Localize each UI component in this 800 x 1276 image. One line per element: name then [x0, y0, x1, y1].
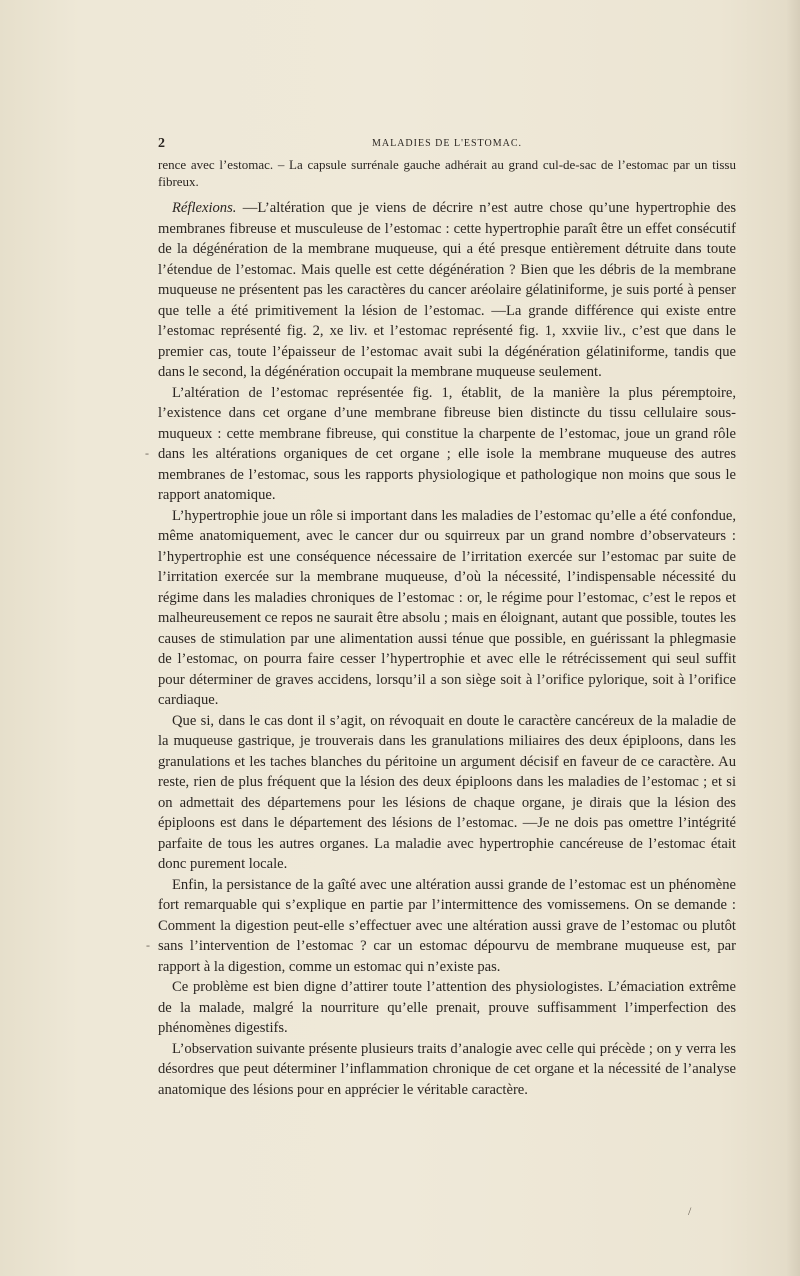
body-paragraph: Enfin, la persistance de la gaîté avec une altération aussi grande de l’estomac est un phénomène fort remarquable qui s’explique en partie par l’intermittence des vomissemens. On se demande : Comment la digestion peut-elle s’effectuer avec une altération aussi grave de l’estomac ou plutôt sans l’intervention de l’estomac ? car un estomac dépourvu de membrane muqueuse est, par rapport à la digestion, comme un estomac qui n’existe pas.: [158, 876, 736, 975]
continuation-paragraph: rence avec l’estomac. – La capsule surrénale gauche adhérait au grand cul-de-sac de l’estomac par un tissu fibreux.: [158, 157, 736, 189]
page-edge-shadow: [786, 0, 800, 1276]
page-header: [158, 136, 736, 152]
body-paragraph: Ce problème est bien digne d’attirer toute l’attention des physiologistes. L’émaciation extrême de la malade, malgré la nourriture qu’elle prenait, prouve suffisamment l’imperfection des phénomènes digestifs.: [158, 979, 736, 1036]
body-paragraph: L’altération de l’estomac représentée fig. 1, établit, de la manière la plus péremptoire, l’existence dans cet organe d’une membrane fibreuse bien distincte du tissu cellulaire sous-muqueux : cette membrane fibreuse, qui constitue la charpente de l’estomac, joue un grand rôle dans les altérations organiques de cet organe ; elle isole la membrane muqueuse des autres membranes de l’estomac, sous les rapports physiologique et pathologique non moins que sous le rapport anatomique.: [158, 384, 736, 503]
body-paragraph: Que si, dans le cas dont il s’agit, on révoquait en doute le caractère cancéreux de la maladie de la muqueuse gastrique, je trouverais dans les granulations miliaires des deux épiploons, dans les granulations et les taches blanches du péritoine un argument décisif en faveur de ce caractère. Au reste, rien de plus fréquent que la lésion des deux épiploons dans les maladies de l’estomac ; et si on admettait des départemens pour les lésions de chaque organe, je dirais que la lésion des épiploons est dans le département des lésions de l’estomac. —Je ne dois pas omettre l’intégrité parfaite de tous les autres organes. La maladie avec hypertrophie cancéreuse de l’estomac était donc purement locale.: [158, 712, 736, 872]
page-number: 2: [158, 136, 165, 151]
reflexions-text: —L’altération que je viens de décrire n’est autre chose qu’une hypertrophie des membranes fibreuse et musculeuse de l’estomac : cette hypertrophie paraît être un effet consécutif de la dégénération de la membrane muqueuse, qui a été presque entièrement détruite dans toute l’étendue de l’estomac. Mais quelle est cette dégénération ? Bien que les débris de la membrane muqueuse ne présentent pas les caractères du cancer aréolaire gélatiniforme, je suis porté à penser que telle a été primitivement la lésion de l’estomac. —La grande différence qui existe entre l’estomac représenté fig. 2, xe liv. et l’estomac représenté fig. 1, xxviie liv., c’est que dans le premier cas, toute l’épaisseur de l’estomac avait subi la dégénération gélatiniforme, tandis que dans le second, la dégénération occupait la membrane muqueuse seulement.: [158, 200, 736, 380]
margin-mark: -: [145, 446, 149, 460]
article-body: [158, 156, 736, 1100]
reflexions-label: Réflexions.: [172, 200, 237, 216]
body-paragraph: L’observation suivante présente plusieurs traits d’analogie avec celle qui précède ; on y verra les désordres que peut déterminer l’inflammation chronique de cet organe et la nécessité de l’analyse anatomique des lésions pour en apprécier le véritable caractère.: [158, 1040, 736, 1098]
margin-mark: -: [146, 938, 150, 952]
body-paragraph: L’hypertrophie joue un rôle si important dans les maladies de l’estomac qu’elle a été confondue, même anatomiquement, avec le cancer dur ou squirreux par un grand nombre d’observateurs : l’hypertrophie est une conséquence nécessaire de l’irritation exercée sur l’estomac par suite de l’irritation exercée sur la membrane muqueuse, d’où la nécessité, l’indispensable nécessité du régime dans les maladies chroniques de l’estomac : or, le régime pour l’estomac, c’est le repos et malheureusement ce repos ne saurait être absolu ; mais en éloignant, autant que possible, toutes les causes de stimulation par une alimentation aussi ténue que possible, en guérissant la phlegmasie de l’estomac, on pourra faire cesser l’hypertrophie et avec elle le rétrécissement qui seul suffit pour déterminer de graves accidens, lorsqu’il a son siège soit à l’orifice pylorique, soit à l’orifice cardiaque.: [158, 507, 736, 708]
reflexions-paragraph: [158, 198, 736, 383]
running-title: MALADIES DE L'ESTOMAC.: [371, 138, 522, 149]
margin-mark: /: [688, 1204, 692, 1218]
